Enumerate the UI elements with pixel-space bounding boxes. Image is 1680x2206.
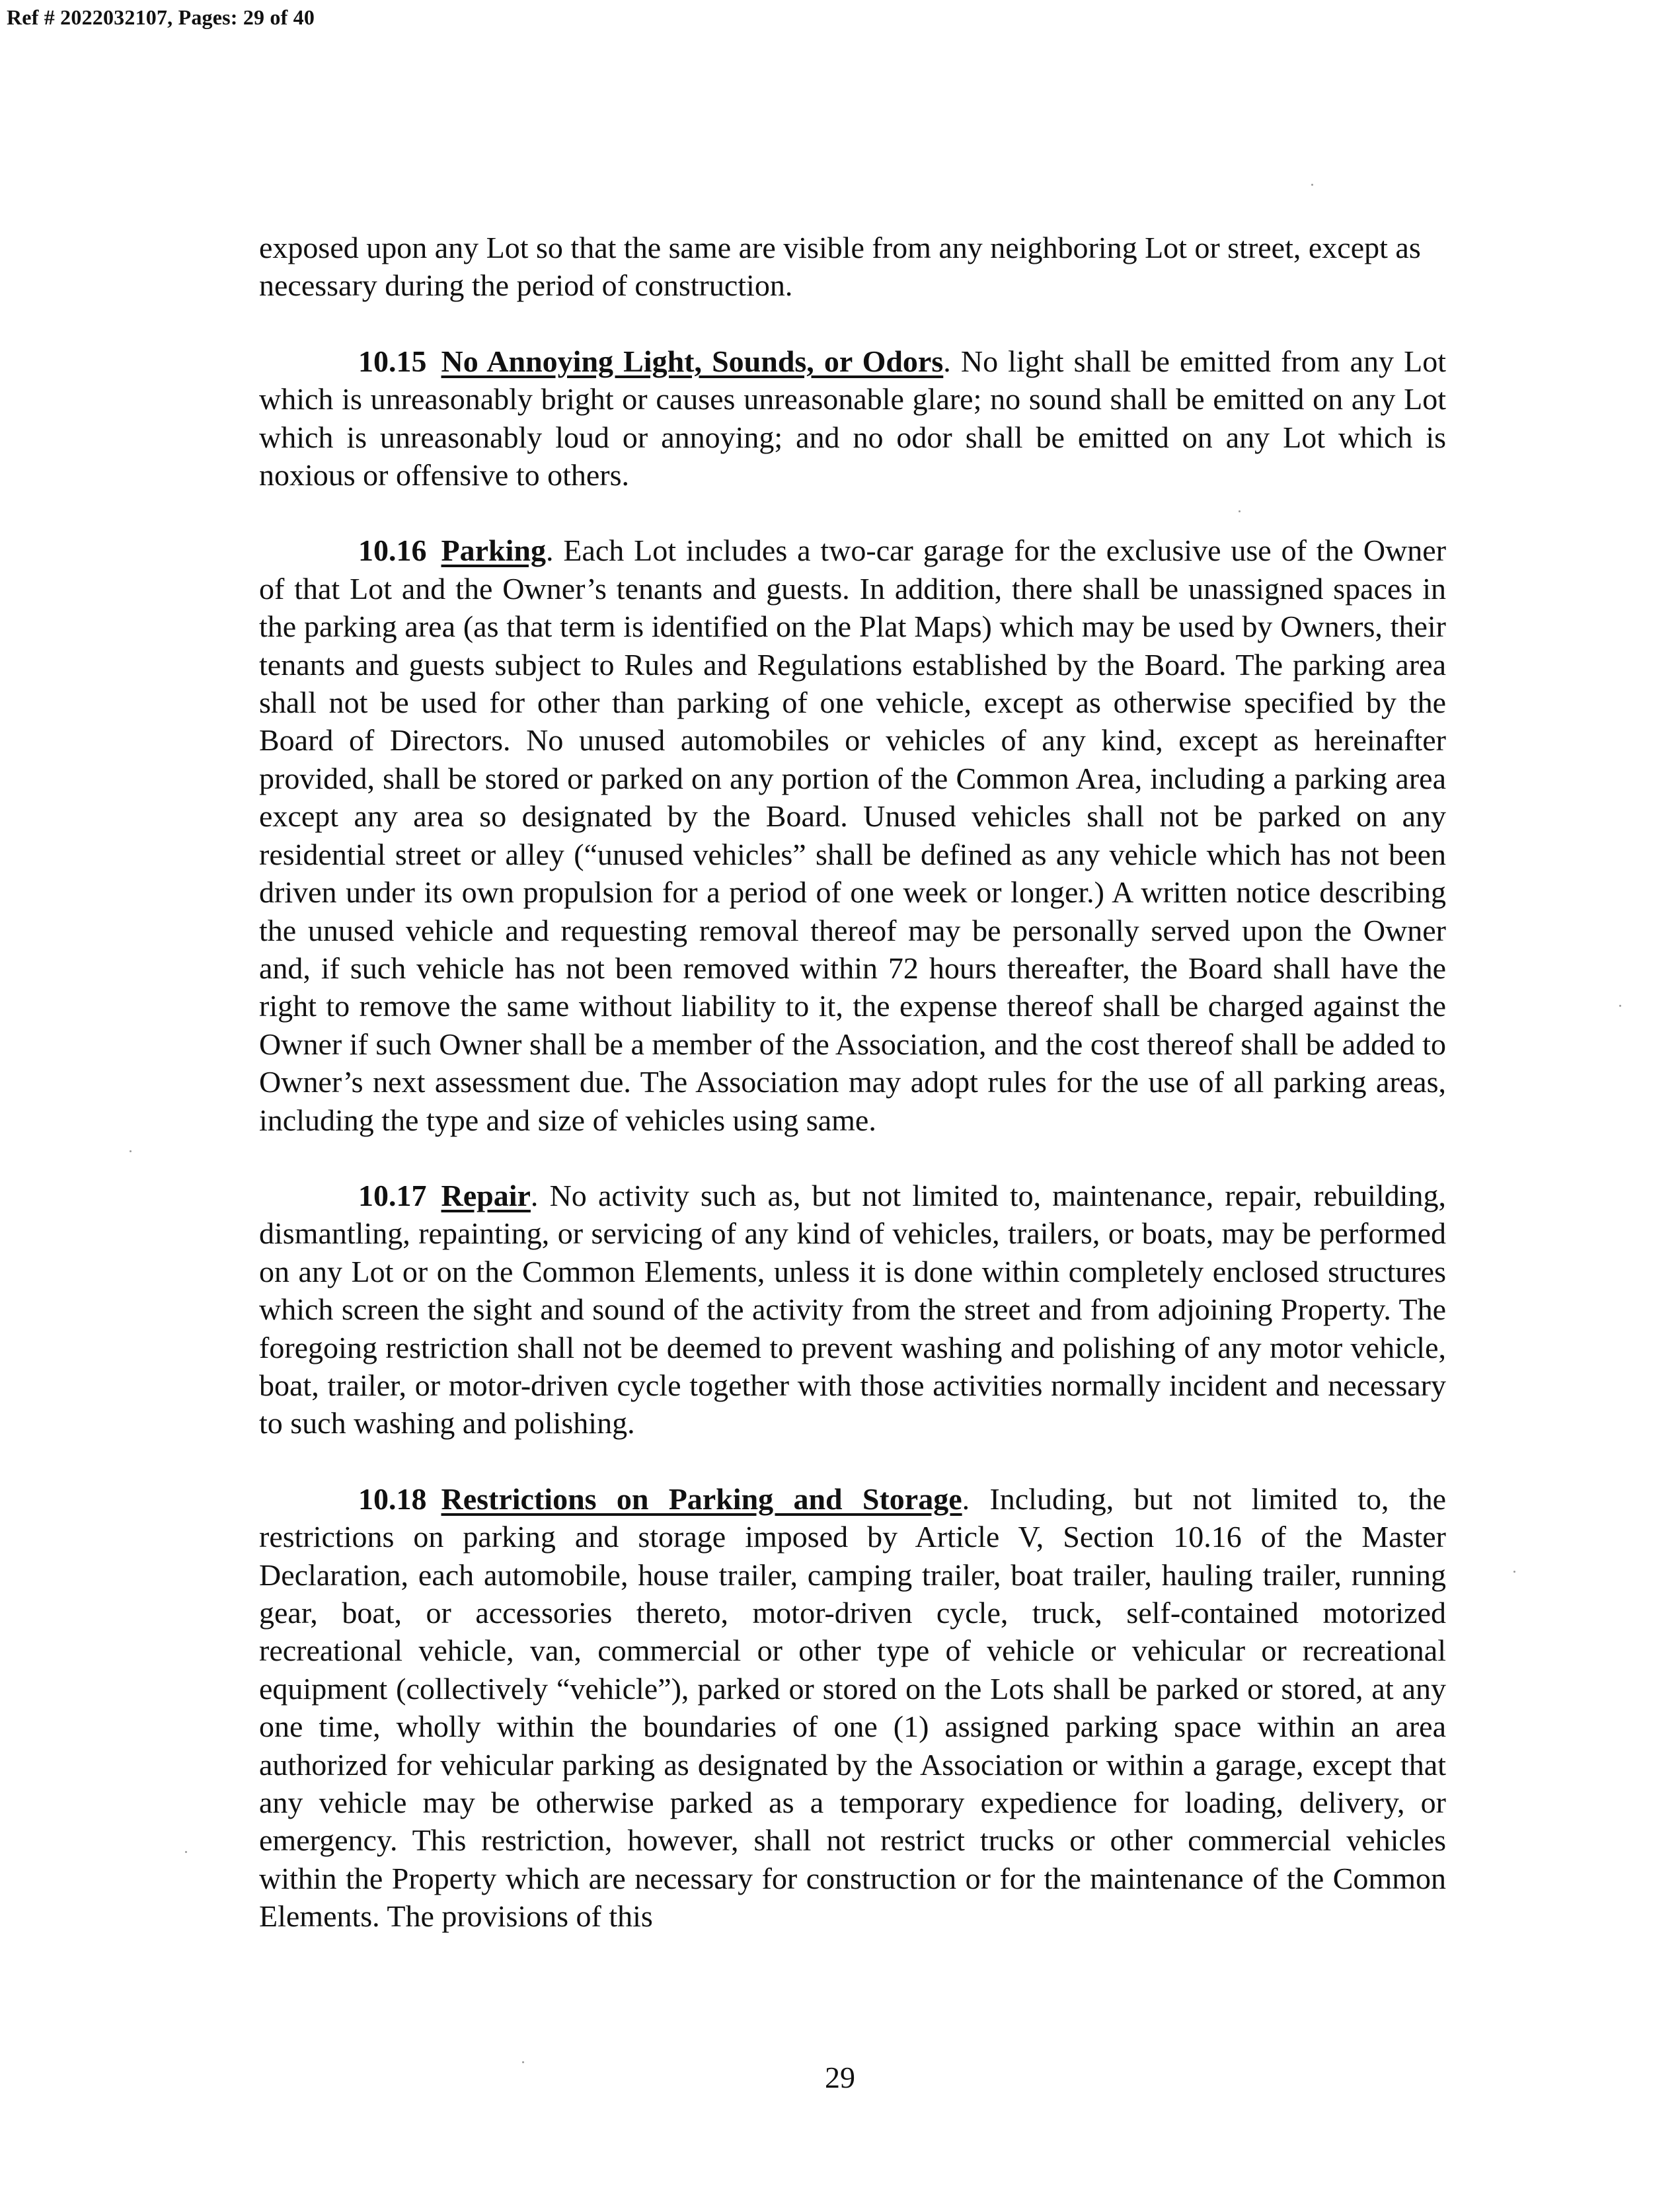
- section-10-15: 10.15 No Annoying Light, Sounds, or Odors. No light shall be emitted from any Lot which is unreasonably bright or causes unreasonable glare; no sound shall be emitted on any Lot which is unreasonably loud or annoying; and no odor shall be emitted on any Lot which is noxious or offensive to others.: [259, 344, 1446, 492]
- section-text: No light shall be emitted from any Lot which is unreasonably bright or causes unreasonable glare; no sound shall be emitted on any Lot which is unreasonably loud or annoying; and no odor shall be emitted on any Lot which is noxious or offensive to others.: [259, 344, 1446, 492]
- section-title: Parking: [441, 533, 546, 568]
- section-number: 10.18: [358, 1481, 427, 1516]
- scan-speck: [1239, 510, 1241, 512]
- continuation-paragraph: exposed upon any Lot so that the same are visible from any neighboring Lot or street, except as necessary during the period of construction.: [259, 231, 1421, 303]
- scan-speck: [522, 2061, 524, 2063]
- scan-speck: [1513, 1571, 1515, 1573]
- document-reference-header: Ref # 2022032107, Pages: 29 of 40: [7, 5, 315, 29]
- scan-speck: [130, 1150, 132, 1152]
- section-text: Including, but not limited to, the restrictions on parking and storage imposed by Article V, Section 10.16 of the Master Declaration, each automobile, house trailer, camping trailer, boat trailer, hauling trailer, running gear, boat, or accessories thereto, motor-driven cycle, truck, self-contained motorized recreational vehicle, van, commercial or other type of vehicle or vehicular or recreational equipment (collectively “vehicle”), parked or stored on the Lots shall be parked or stored, at any one time, wholly within the boundaries of one (1) assigned parking space within an area authorized for vehicular parking as designated by the Association or within a garage, except that any vehicle may be otherwise parked as a temporary expedience for loading, delivery, or emergency. This restriction, however, shall not restrict trucks or other commercial vehicles within the Property which are necessary for construction or for the maintenance of the Common Elements. The provisions of this: [259, 1481, 1447, 1934]
- page-number: 29: [825, 2061, 855, 2094]
- section-number: 10.15: [358, 344, 427, 378]
- scan-speck: [185, 1851, 187, 1853]
- section-number: 10.17: [358, 1178, 427, 1212]
- scan-speck: [1311, 184, 1313, 186]
- section-10-18: 10.18 Restrictions on Parking and Storage. Including, but not limited to, the restrictions on parking and storage imposed by Article V, Section 10.16 of the Master Declaration, each automobile, house trailer, camping trailer, boat trailer, hauling trailer, running gear, boat, or accessories thereto, motor-driven cycle, truck, self-contained motorized recreational vehicle, van, commercial or other type of vehicle or vehicular or recreational equipment (collectively “vehicle”), parked or stored on the Lots shall be parked or stored, at any one time, wholly within the boundaries of one (1) assigned parking space within an area authorized for vehicular parking as designated by the Association or within a garage, except that any vehicle may be otherwise parked as a temporary expedience for loading, delivery, or emergency. This restriction, however, shall not restrict trucks or other commercial vehicles within the Property which are necessary for construction or for the maintenance of the Common Elements. The provisions of this: [259, 1481, 1447, 1934]
- section-text: No activity such as, but not limited to, maintenance, repair, rebuilding, dismantling, repainting, or servicing of any kind of vehicles, trailers, or boats, may be performed on any Lot or on the Common Elements, unless it is done within completely enclosed structures which screen the sight and sound of the activity from the street and from adjoining Property. The foregoing restriction shall not be deemed to prevent washing and polishing of any motor vehicle, boat, trailer, or motor-driven cycle together with those activities normally incident and necessary to such washing and polishing.: [259, 1178, 1446, 1440]
- section-title: Restrictions on Parking and Storage: [441, 1481, 962, 1516]
- section-title: No Annoying Light, Sounds, or Odors: [441, 344, 944, 378]
- section-10-17: 10.17 Repair. No activity such as, but not limited to, maintenance, repair, rebuilding, dismantling, repainting, or servicing of any kind of vehicles, trailers, or boats, may be performed on any Lot or on the Common Elements, unless it is done within completely enclosed structures which screen the sight and sound of the activity from the street and from adjoining Property. The foregoing restriction shall not be deemed to prevent washing and polishing of any motor vehicle, boat, trailer, or motor-driven cycle together with those activities normally incident and necessary to such washing and polishing.: [259, 1178, 1446, 1440]
- scan-speck: [1619, 1005, 1621, 1007]
- section-text: Each Lot includes a two-car garage for the exclusive use of the Owner of that Lot and the Owner’s tenants and guests. In addition, there shall be unassigned spaces in the parking area (as that term is identified on the Plat Maps) which may be used by Owners, their tenants and guests subject to Rules and Regulations established by the Board. The parking area shall not be used for other than parking of one vehicle, except as otherwise specified by the Board of Directors. No unused automobiles or vehicles of any kind, except as hereinafter provided, shall be stored or parked on any portion of the Common Area, including a parking area except any area so designated by the Board. Unused vehicles shall not be parked on any residential street or alley (“unused vehicles” shall be defined as any vehicle which has not been driven under its own propulsion for a period of one week or longer.) A written notice describing the unused vehicle and requesting removal thereof may be personally served upon the Owner and, if such vehicle has not been removed within 72 hours thereafter, the Board shall have the right to remove the same without liability to it, the expense thereof shall be charged against the Owner if such Owner shall be a member of the Association, and the cost thereof shall be added to Owner’s next assessment due. The Association may adopt rules for the use of all parking areas, including the type and size of vehicles using same.: [259, 533, 1447, 1137]
- section-10-16: 10.16 Parking. Each Lot includes a two-car garage for the exclusive use of the Owner of that Lot and the Owner’s tenants and guests. In addition, there shall be unassigned spaces in the parking area (as that term is identified on the Plat Maps) which may be used by Owners, their tenants and guests subject to Rules and Regulations established by the Board. The parking area shall not be used for other than parking of one vehicle, except as otherwise specified by the Board of Directors. No unused automobiles or vehicles of any kind, except as hereinafter provided, shall be stored or parked on any portion of the Common Area, including a parking area except any area so designated by the Board. Unused vehicles shall not be parked on any residential street or alley (“unused vehicles” shall be defined as any vehicle which has not been driven under its own propulsion for a period of one week or longer.) A written notice describing the unused vehicle and requesting removal thereof may be personally served upon the Owner and, if such vehicle has not been removed within 72 hours thereafter, the Board shall have the right to remove the same without liability to it, the expense thereof shall be charged against the Owner if such Owner shall be a member of the Association, and the cost thereof shall be added to Owner’s next assessment due. The Association may adopt rules for the use of all parking areas, including the type and size of vehicles using same.: [259, 533, 1447, 1137]
- section-number: 10.16: [358, 533, 427, 568]
- page-body: [259, 229, 1446, 1973]
- section-title: Repair: [441, 1178, 531, 1212]
